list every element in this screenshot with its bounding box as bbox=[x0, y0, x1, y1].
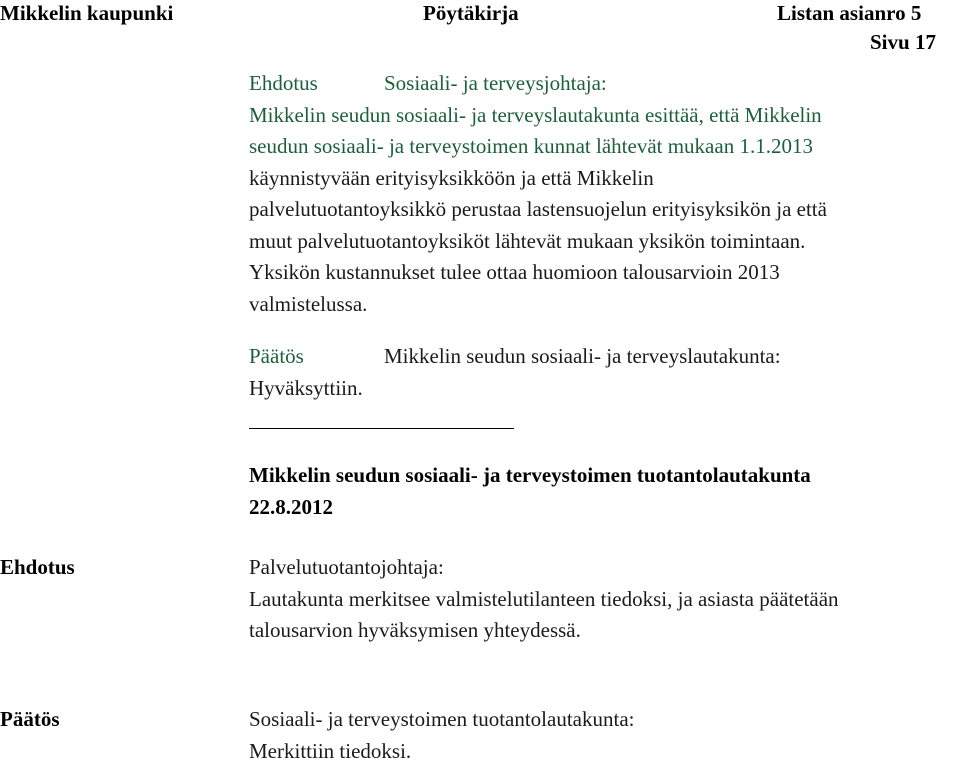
proposal-line: palvelutuotantoyksikkö perustaa lastensuojelun erityisyksikön ja että bbox=[249, 194, 827, 226]
ehdotus-label: Ehdotus bbox=[249, 68, 318, 100]
section-divider bbox=[249, 428, 514, 429]
document-type: Pöytäkirja bbox=[423, 1, 519, 25]
meeting-heading: Mikkelin seudun sosiaali- ja terveystoimen tuotantolautakunta bbox=[249, 460, 811, 492]
paatos-author: Mikkelin seudun sosiaali- ja terveyslautakunta: bbox=[384, 341, 781, 373]
proposal-line: talousarvion hyväksymisen yhteydessä. bbox=[249, 615, 581, 647]
paatos-text: Hyväksyttiin. bbox=[249, 373, 363, 405]
proposal-line: käynnistyvään erityisyksikköön ja että Mikkelin bbox=[249, 163, 654, 195]
org-name: Mikkelin kaupunki bbox=[0, 1, 173, 25]
list-item-number: Listan asianro 5 bbox=[777, 1, 921, 25]
paatos-label: Päätös bbox=[249, 341, 304, 373]
paatos-label: Päätös bbox=[0, 704, 60, 736]
ehdotus-author: Palvelutuotantojohtaja: bbox=[249, 552, 444, 584]
ehdotus-label: Ehdotus bbox=[0, 552, 75, 584]
paatos-text: Merkittiin tiedoksi. bbox=[249, 736, 411, 767]
proposal-line: Mikkelin seudun sosiaali- ja terveyslautakunta esittää, että Mikkelin bbox=[249, 100, 822, 132]
proposal-line: Lautakunta merkitsee valmistelutilanteen tiedoksi, ja asiasta päätetään bbox=[249, 584, 839, 616]
ehdotus-author: Sosiaali- ja terveysjohtaja: bbox=[384, 68, 607, 100]
proposal-line: seudun sosiaali- ja terveystoimen kunnat lähtevät mukaan 1.1.2013 bbox=[249, 131, 813, 163]
meeting-date: 22.8.2012 bbox=[249, 492, 333, 524]
paatos-author: Sosiaali- ja terveystoimen tuotantolautakunta: bbox=[249, 704, 635, 736]
proposal-line: muut palvelutuotantoyksiköt lähtevät mukaan yksikön toimintaan. bbox=[249, 226, 805, 258]
proposal-line: Yksikön kustannukset tulee ottaa huomioon talousarvioin 2013 bbox=[249, 257, 780, 289]
proposal-line: valmistelussa. bbox=[249, 289, 367, 321]
page-number: Sivu 17 bbox=[870, 30, 936, 54]
